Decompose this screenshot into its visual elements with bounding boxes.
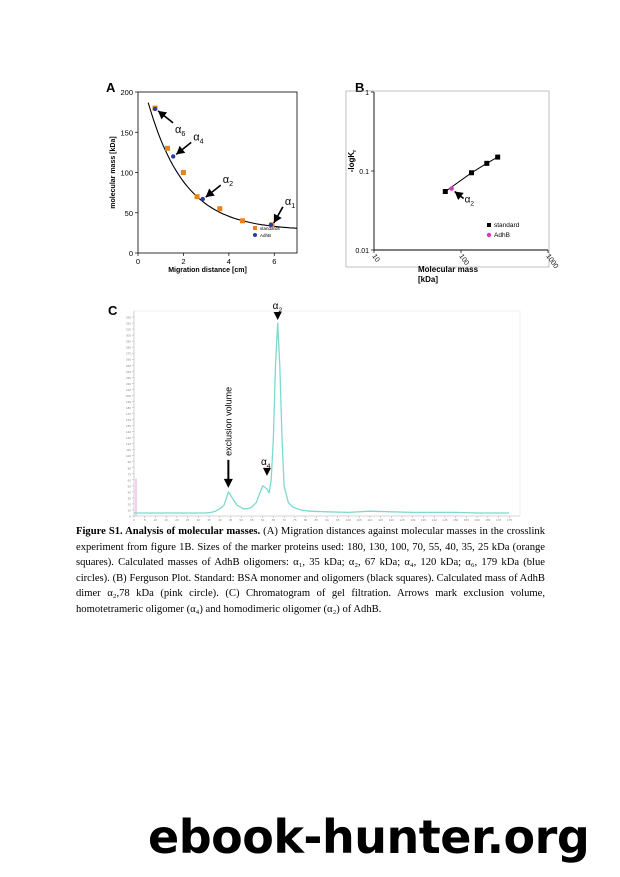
- chart-a-xtick-label: 2: [181, 257, 186, 266]
- chart-b-ferguson-plot: [0, 0, 620, 300]
- chart-b-xtick-label: 100: [457, 253, 470, 267]
- chart-a-ytick-label: 100: [120, 168, 133, 178]
- panel-label-b: B: [355, 80, 365, 95]
- chart-c-xtick-label: 5: [143, 518, 146, 522]
- chart-a-annotation-label: $\alpha_2$: [222, 174, 234, 189]
- chart-c-xtick-label: 115: [378, 518, 384, 522]
- chart-b-outer-frame: [346, 91, 549, 267]
- chart-c-xtick-label: 130: [410, 518, 416, 522]
- chart-c-frame: [134, 311, 520, 516]
- chart-c-ytick-label: 240: [125, 369, 131, 374]
- chart-a-ylabel: molecular mass [kDa]: [110, 136, 117, 209]
- chart-c-xtick-label: 100: [345, 518, 351, 522]
- chart-c-xtick-label: 155: [463, 518, 469, 522]
- chart-b-xlabel-unit: [kDa]: [418, 275, 439, 284]
- chart-b-standard-point: [484, 161, 489, 166]
- chart-a-xtick-label: 0: [135, 257, 141, 266]
- chart-c-ytick-label: 320: [125, 321, 131, 326]
- chart-c-ytick-label: 70: [127, 472, 131, 477]
- chart-a-ytick-label: 0: [128, 249, 133, 258]
- chart-c-exclusion-label: exclusion volume: [223, 386, 234, 456]
- chart-c-xtick-label: 75: [293, 518, 297, 522]
- panel-label-a: A: [106, 80, 116, 95]
- chart-c-ytick-label: 200: [125, 393, 131, 398]
- chart-c-ytick-label: 290: [125, 339, 131, 344]
- chart-a-ytick-label: 50: [124, 208, 133, 218]
- chart-c-ytick-label: 90: [127, 460, 131, 465]
- chart-b-adhb-point: [449, 186, 454, 191]
- panel-label-c: C: [108, 303, 118, 318]
- chart-c-ytick-label: 150: [125, 424, 131, 429]
- chart-c-ytick-label: 10: [127, 508, 131, 513]
- chart-c-xtick-label: 15: [164, 518, 168, 522]
- chart-c-xtick-label: 25: [185, 518, 190, 522]
- chart-b-xtick-label: 10: [370, 253, 381, 264]
- chart-c-xtick-label: 55: [250, 518, 254, 522]
- chart-c-xtick-label: 125: [399, 518, 405, 522]
- chart-c-xtick-label: 60: [260, 518, 265, 522]
- chart-a-annotation-label: $\alpha_1$: [284, 195, 296, 210]
- chart-c-xtick-label: 20: [175, 518, 179, 522]
- chart-c-xtick-label: 170: [496, 518, 502, 522]
- chart-a-ytick-label: 200: [120, 88, 133, 97]
- chart-c-ytick-label: 130: [125, 436, 131, 441]
- caption-body: (A) Migration distances against molecular masses in the crosslink experiment from figure 1B. Sizes of the marker proteins used: 180, 130, 100, 70, 55, 40, 35, 25 kDa (orange squares). Calculated masses of AdhB oligomers: α₁, 35 kDa; α₂, 67 kDa; α₄, 120 kDa; α₆, 179 kDa (blue circles). (B) Ferguson Plot. Standard: BSA monomer and oligomers (black squares). Calculated mass of AdhB dimer α₂,78 kDa (pink circle). (C) Chromatogram of gel filtration. Arrows mark exclusion volume, homotetrameric oligomer (α₄) and homodimeric oligomer (α₂) of AdhB.: [76, 526, 545, 615]
- chart-a-xlabel: Migration distance [cm]: [168, 267, 247, 274]
- chart-c-xtick-label: 175: [506, 518, 512, 522]
- chart-c-ytick-label: 220: [125, 381, 131, 386]
- chart-b-ytick-label: 0.1: [359, 169, 369, 176]
- chart-c-ytick-label: 80: [127, 466, 131, 471]
- chart-b-ytick-label: 0.01: [355, 248, 369, 255]
- chart-b-legend-standard-label: standard: [494, 222, 520, 229]
- chart-c-xtick-label: 40: [218, 518, 222, 522]
- chart-c-xtick-label: 135: [420, 518, 427, 522]
- chart-c-xtick-label: 45: [228, 518, 233, 522]
- chart-c-trace: [134, 323, 509, 513]
- chart-c-ytick-label: 230: [125, 375, 131, 380]
- chart-c-ytick-label: 250: [125, 363, 131, 368]
- chart-c-ytick-label: 60: [127, 478, 131, 483]
- chart-c-ytick-label: 160: [125, 418, 131, 423]
- chart-b-arrow-head: [455, 192, 464, 200]
- chart-a-annotation-label: $\alpha_4$: [193, 131, 204, 146]
- chart-c-ytick-label: 180: [125, 405, 131, 410]
- chart-c-chromatogram: [0, 290, 620, 530]
- chart-c-xtick-label: 105: [356, 518, 362, 522]
- chart-c-xtick-label: 140: [431, 518, 437, 522]
- chart-c-xtick-label: 110: [367, 518, 373, 522]
- chart-c-xtick-label: 30: [196, 518, 201, 522]
- chart-c-xtick-label: 90: [325, 518, 329, 522]
- chart-c-ytick-label: 30: [127, 496, 131, 501]
- chart-c-alpha4-label: $\alpha_4$: [260, 456, 271, 470]
- chart-b-standard-point: [443, 189, 448, 194]
- chart-c-ytick-label: 190: [125, 399, 131, 404]
- chart-c-ytick-label: 50: [127, 484, 131, 489]
- chart-b-annotation-label: $\alpha_2$: [464, 194, 475, 208]
- chart-b-standard-point: [469, 170, 474, 175]
- chart-c-ytick-label: 120: [125, 442, 131, 447]
- chart-c-xtick-label: 150: [453, 518, 459, 522]
- chart-c-xtick-label: 10: [153, 518, 158, 522]
- chart-c-ytick-label: 310: [125, 327, 131, 332]
- chart-c-ytick-label: 270: [125, 351, 131, 356]
- figure-caption: [76, 524, 545, 618]
- chart-c-ytick-label: 330: [125, 315, 131, 320]
- chart-c-xtick-label: 95: [336, 518, 340, 522]
- chart-c-ytick-label: 140: [125, 430, 131, 435]
- chart-b-legend-standard-marker: [487, 223, 491, 227]
- chart-c-ytick-label: 210: [125, 387, 131, 392]
- chart-c-xtick-label: 145: [442, 518, 448, 522]
- caption-title: Figure S1. Analysis of molecular masses.: [76, 526, 261, 537]
- chart-b-legend-adhb-marker: [487, 233, 491, 237]
- chart-c-xtick-label: 35: [207, 518, 211, 522]
- chart-c-ytick-label: 280: [125, 345, 131, 350]
- chart-c-xtick-label: 65: [271, 518, 276, 522]
- chart-c-ytick-label: 20: [127, 502, 131, 507]
- chart-c-ytick-label: 300: [125, 333, 131, 338]
- chart-c-ytick-label: 170: [125, 412, 131, 416]
- chart-b-xtick-label: 1000: [544, 253, 560, 270]
- chart-a-xtick-label: 4: [226, 257, 231, 266]
- chart-c-ytick-label: 260: [125, 357, 131, 362]
- chart-c-xtick-label: 80: [303, 518, 308, 522]
- chart-b-xlabel: Molecular mass: [418, 265, 479, 274]
- chart-c-ytick-label: 40: [127, 490, 131, 495]
- chart-a-xtick-label: 6: [272, 257, 277, 266]
- chart-c-xtick-label: 85: [314, 518, 318, 522]
- chart-c-xtick-label: 70: [282, 518, 286, 522]
- chart-c-exclusion-arrowhead: [224, 479, 233, 488]
- chart-a-ytick-label: 150: [120, 128, 133, 138]
- chart-c-ytick-label: 110: [126, 448, 131, 453]
- chart-c-xtick-label: 120: [388, 518, 394, 522]
- chart-a-annotation-label: $\alpha_6$: [175, 123, 186, 138]
- chart-c-ytick-label: 100: [125, 454, 131, 459]
- chart-b-ylabel: -logK$_r$: [347, 149, 358, 173]
- chart-c-ytick-label: 0: [129, 514, 131, 519]
- chart-c-xtick-label: 160: [474, 518, 480, 522]
- chart-b-ytick-label: 1: [365, 90, 369, 97]
- chart-a-legend-adhb-label: AdhB: [260, 233, 272, 238]
- chart-c-xtick-label: 50: [239, 518, 243, 522]
- chart-c-xtick-label: 165: [485, 518, 491, 522]
- chart-c-alpha2-label: $\alpha_2$: [272, 301, 283, 315]
- chart-a-legend-standard-label: standards: [260, 226, 280, 231]
- chart-b-legend-adhb-label: AdhB: [494, 232, 510, 239]
- chart-c-xtick-label: 0: [133, 518, 135, 522]
- chart-b-standard-point: [495, 155, 500, 160]
- watermark-text: ebook-hunter.org: [148, 810, 590, 864]
